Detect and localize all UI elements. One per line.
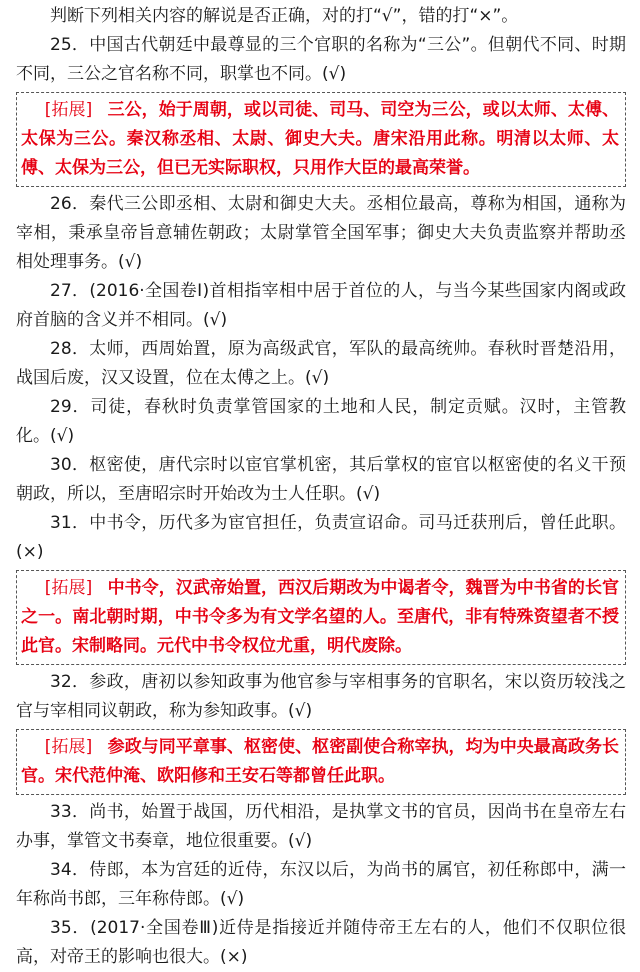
extension-box-sangong [16,92,626,187]
item-35: 35．(2017·全国卷Ⅲ)近侍是指接近并随侍帝王左右的人，他们不仅职位很高，对帝王的影响也很大。(×) [16,918,626,967]
extension-box-canzheng [16,729,626,795]
extension-tag: [拓展] [44,100,93,120]
extension-text: 参政与同平章事、枢密使、枢密副使合称宰执，均为中央最高政务长官。宋代范仲淹、欧阳修和王安石等都曾任此职。 [21,737,620,786]
item-34: 34．侍郎，本为宫廷的近侍，东汉以后，为尚书的属官，初任称郎中，满一年称尚书郎，三年称侍郎。(√) [16,860,626,909]
extension-text: 中书令，汉武帝始置，西汉后期改为中谒者令，魏晋为中书省的长官之一。南北朝时期，中书令多为有文学名望的人。至唐代，非有特殊资望者不授此官。宋制略同。元代中书令权位尤重，明代废除。 [21,578,620,656]
item-33: 33．尚书，始置于战国，历代相沿，是执掌文书的官员，因尚书在皇帝左右办事，掌管文书奏章，地位很重要。(√) [16,802,626,851]
item-26: 26．秦代三公即丞相、太尉和御史大夫。丞相位最高，尊称为相国，通称为宰相，秉承皇帝旨意辅佐朝政；太尉掌管全国军事；御史大夫负责监察并帮助丞相处理事务。(√) [16,194,626,272]
item-29: 29．司徒，春秋时负责掌管国家的土地和人民，制定贡赋。汉时，主管教化。(√) [16,397,626,446]
item-30: 30．枢密使，唐代宗时以宦官掌机密，其后掌权的宦官以枢密使的名义干预朝政，所以，至唐昭宗时开始改为士人任职。(√) [16,455,626,504]
item-28: 28．太师，西周始置，原为高级武官，军队的最高统帅。春秋时晋楚沿用，战国后废，汉又设置，位在太傅之上。(√) [16,339,626,388]
extension-text: 三公，始于周朝，或以司徒、司马、司空为三公，或以太师、太傅、太保为三公。秦汉称丞相、太尉、御史大夫。唐宋沿用此称。明清以太师、太傅、太保为三公，但已无实际职权，只用作大臣的最高荣誉。 [21,100,620,178]
extension-tag: [拓展] [44,578,93,598]
extension-tag: [拓展] [44,737,93,757]
intro-text: 判断下列相关内容的解说是否正确，对的打“√”，错的打“×”。 [50,6,519,26]
item-31: 31．中书令，历代多为宦官担任，负责宣诏命。司马迁获刑后，曾任此职。(×) [16,513,626,562]
item-27: 27．(2016·全国卷Ⅰ)首相指宰相中居于首位的人，与当今某些国家内阁或政府首脑的含义并不相同。(√) [16,281,626,330]
item-25: 25．中国古代朝廷中最尊显的三个官职的名称为“三公”。但朝代不同、时期不同，三公之官名称不同，职掌也不同。(√) [16,35,626,84]
extension-box-zhongshuling [16,570,626,665]
item-32: 32．参政，唐初以参知政事为他官参与宰相事务的官职名，宋以资历较浅之官与宰相同议朝政，称为参知政事。(√) [16,672,626,721]
